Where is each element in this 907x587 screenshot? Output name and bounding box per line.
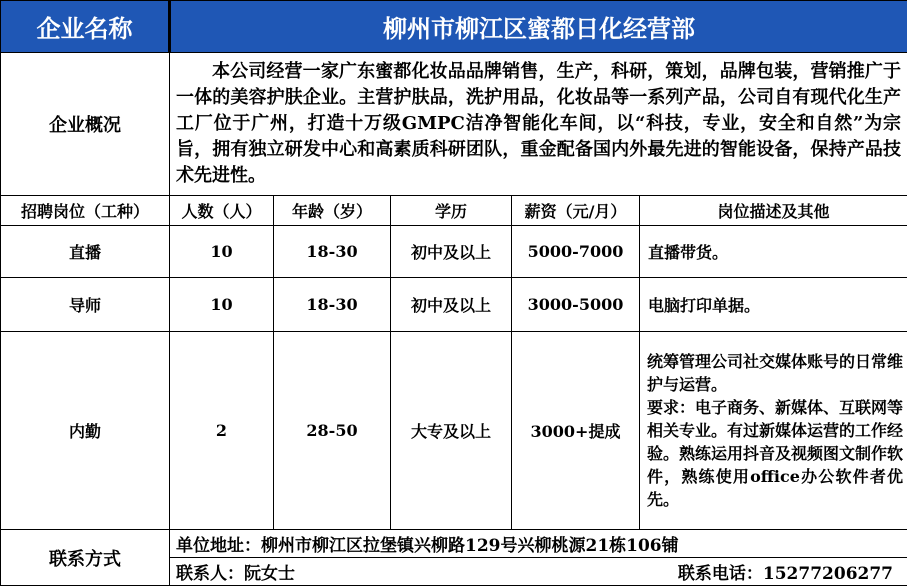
description-cell: 直播带货。	[640, 226, 907, 278]
column-header-row	[1, 196, 907, 226]
company-name: 柳州市柳江区蜜都日化经营部	[170, 1, 907, 53]
table-row	[1, 278, 907, 332]
description-duty: 统筹管理公司社交媒体账号的日常维护与运营。	[647, 352, 904, 394]
salary-cell: 5000-7000	[512, 226, 640, 278]
count-cell: 10	[170, 278, 274, 332]
contact-person: 联系人：阮女士	[176, 564, 295, 584]
description-cell	[640, 332, 907, 530]
col-header-education: 学历	[391, 196, 512, 226]
position-cell: 导师	[1, 278, 170, 332]
count-cell: 10	[170, 226, 274, 278]
education-cell: 初中及以上	[391, 226, 512, 278]
col-header-count: 人数（人）	[170, 196, 274, 226]
contact-phone: 联系电话：15277206277	[677, 564, 894, 584]
table-row	[1, 226, 907, 278]
table-row	[1, 332, 907, 530]
education-cell: 大专及以上	[391, 332, 512, 530]
age-cell: 28-50	[274, 332, 391, 530]
overview-text: 本公司经营一家广东蜜都化妆品品牌销售，生产，科研，策划，品牌包装，营销推广于一体的美容护肤企业。主营护肤品，洗护用品，化妆品等一系列产品，公司自有现代化生产工厂位于广州，打造十万级GMPC洁净智能化车间，以“科技，专业，安全和自然”为宗旨，拥有独立研发中心和高素质科研团队，重金配备国内外最先进的智能设备，保持产品技术先进性。	[176, 61, 902, 186]
col-header-description: 岗位描述及其他	[640, 196, 907, 226]
count-cell: 2	[170, 332, 274, 530]
col-header-age: 年龄（岁）	[274, 196, 391, 226]
contact-address-row	[1, 530, 907, 558]
contact-label: 联系方式	[1, 530, 170, 586]
education-cell: 初中及以上	[391, 278, 512, 332]
description-cell: 电脑打印单据。	[640, 278, 907, 332]
salary-cell: 3000-5000	[512, 278, 640, 332]
overview-row	[1, 53, 907, 196]
position-cell: 内勤	[1, 332, 170, 530]
col-header-position: 招聘岗位（工种）	[1, 196, 170, 226]
salary-cell: 3000+提成	[512, 332, 640, 530]
company-name-label: 企业名称	[1, 1, 170, 53]
col-header-salary: 薪资（元/月）	[512, 196, 640, 226]
age-cell: 18-30	[274, 278, 391, 332]
description-requirements: 要求：电子商务、新媒体、互联网等相关专业。有过新媒体运营的工作经验。熟练运用抖音及视频图文制作软件，熟练使用office办公软件者优先。	[647, 398, 904, 509]
age-cell: 18-30	[274, 226, 391, 278]
contact-address: 单位地址：柳州市柳江区拉堡镇兴柳路129号兴柳桃源21栋106铺	[170, 530, 907, 558]
position-cell: 直播	[1, 226, 170, 278]
overview-label: 企业概况	[1, 53, 170, 196]
header-row	[1, 1, 907, 53]
